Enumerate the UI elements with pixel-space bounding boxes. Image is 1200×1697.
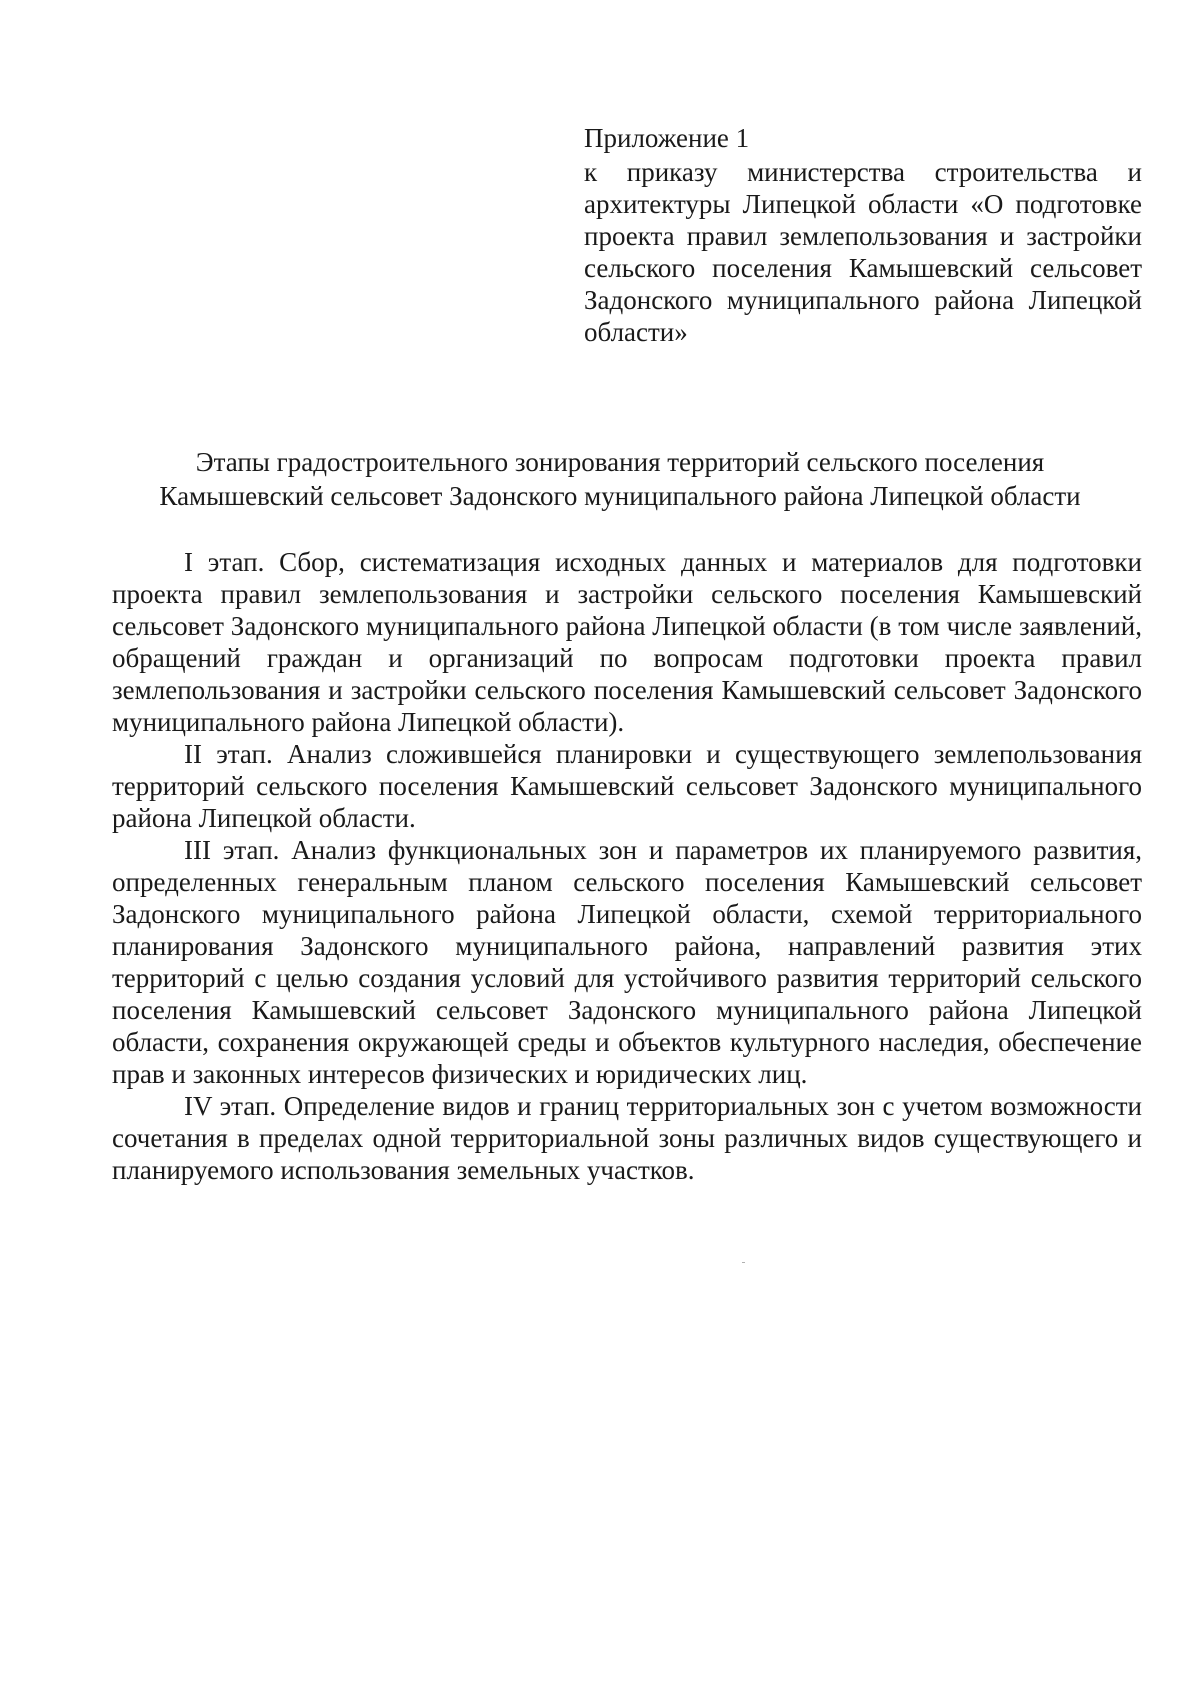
stage-paragraph-1: I этап. Сбор, систематизация исходных данных и материалов для подготовки проекта правил землепользования и застройки сельского поселения Камышевский сельсовет Задонского муниципального района Липецкой области (в том числе заявлений, обращений граждан и организаций по вопросам подготовки проекта правил землепользования и застройки сельского поселения Камышевский сельсовет Задонского муниципального района Липецкой области).	[112, 547, 1142, 737]
document-body	[112, 546, 1142, 1186]
appendix-block	[584, 122, 1142, 348]
appendix-reference: к приказу министерства строительства и архитектуры Липецкой области «О подготовке проекта правил землепользования и застройки сельского поселения Камышевский сельсовет Задонского муниципального района Липецкой области»	[584, 157, 1142, 347]
stage-paragraph-3: III этап. Анализ функциональных зон и параметров их планируемого развития, определенных генеральным планом сельского поселения Камышевский сельсовет Задонского муниципального района Липецкой области, схемой территориального планирования Задонского муниципального района, направлений развития этих территорий с целью создания условий для устойчивого развития территорий сельского поселения Камышевский сельсовет Задонского муниципального района Липецкой области, сохранения окружающей среды и объектов культурного наследия, обеспечение прав и законных интересов физических и юридических лиц.	[112, 835, 1142, 1089]
appendix-label: Приложение 1	[584, 123, 750, 153]
stage-paragraph-4: IV этап. Определение видов и границ территориальных зон с учетом возможности сочетания в пределах одной территориальной зоны различных видов существующего и планируемого использования земельных участков.	[112, 1091, 1142, 1185]
document-title	[100, 445, 1140, 513]
title-line-2: Камышевский сельсовет Задонского муниципального района Липецкой области	[159, 481, 1081, 511]
stage-paragraph-2: II этап. Анализ сложившейся планировки и существующего землепользования территорий сельского поселения Камышевский сельсовет Задонского муниципального района Липецкой области.	[112, 739, 1142, 833]
scan-speck	[742, 1262, 745, 1263]
title-line-1: Этапы градостроительного зонирования территорий сельского поселения	[195, 447, 1045, 477]
